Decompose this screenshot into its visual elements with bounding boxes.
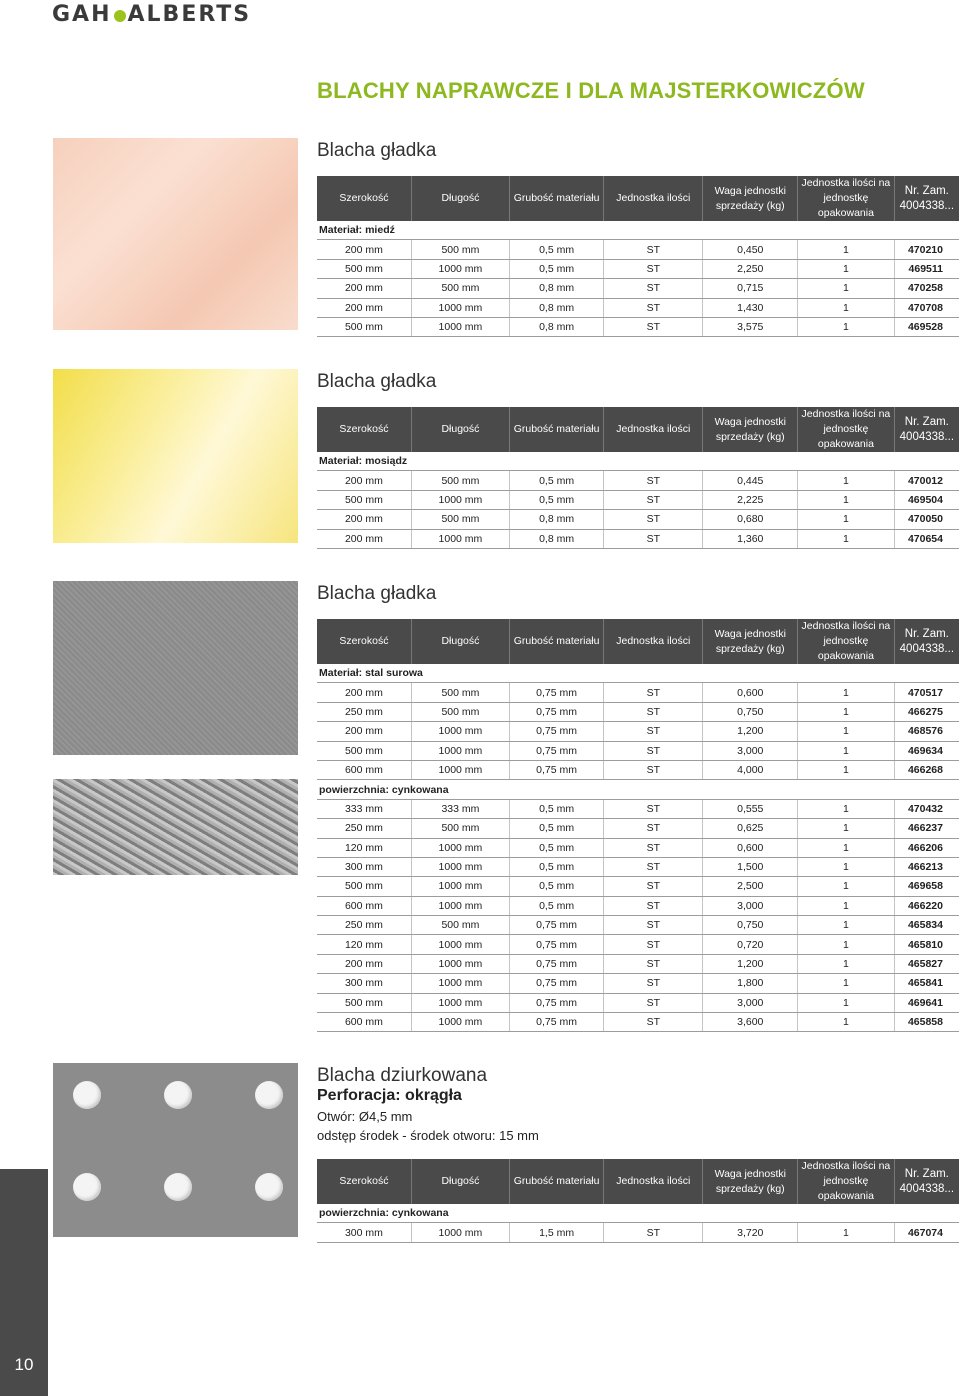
table-row [317, 877, 959, 896]
brand-dot-icon [114, 10, 126, 22]
table-cell: 200 mm [317, 240, 411, 259]
table-row [317, 935, 959, 954]
table-cell: 0,715 [703, 279, 798, 298]
table-cell: 500 mm [411, 702, 509, 721]
column-header: Jednostka ilości [604, 1159, 703, 1204]
hole-size: Otwór: Ø4,5 mm [317, 1109, 413, 1124]
column-header: Waga jednostki sprzedaży (kg) [703, 176, 798, 221]
table-cell: ST [604, 896, 703, 915]
table-row [317, 510, 959, 529]
table-cell: 0,445 [703, 471, 798, 490]
table-cell: 1 [798, 838, 895, 857]
table-cell: 2,250 [703, 259, 798, 278]
table-cell: 600 mm [317, 760, 411, 779]
table-cell: 300 mm [317, 974, 411, 993]
order-number-cell: 468576 [894, 722, 959, 741]
column-header: Szerokość [317, 176, 411, 221]
table-cell: 500 mm [411, 819, 509, 838]
table-cell: 1000 mm [411, 974, 509, 993]
table-cell: 0,8 mm [509, 298, 603, 317]
table-row [317, 838, 959, 857]
column-header: Grubość materiału [509, 1159, 603, 1204]
material-group-label: powierzchnia: cynkowana [317, 780, 959, 799]
table-row [317, 741, 959, 760]
table-cell: 1,360 [703, 529, 798, 548]
table-cell: 1000 mm [411, 741, 509, 760]
order-number-cell: 469504 [894, 490, 959, 509]
column-header: Jednostka ilości na jednostkę opakowania [798, 407, 895, 452]
copper-sheet-image [53, 138, 298, 330]
table-cell: ST [604, 819, 703, 838]
table-cell: 1 [798, 819, 895, 838]
table-cell: ST [604, 722, 703, 741]
table-cell: 200 mm [317, 471, 411, 490]
order-number-cell: 466237 [894, 819, 959, 838]
table-cell: 1000 mm [411, 529, 509, 548]
table-cell: 1000 mm [411, 896, 509, 915]
table-cell: 1,800 [703, 974, 798, 993]
table-cell: 1,500 [703, 857, 798, 876]
table-cell: 0,450 [703, 240, 798, 259]
table-cell: 0,5 mm [509, 857, 603, 876]
table-row [317, 1223, 959, 1242]
table-cell: 0,5 mm [509, 838, 603, 857]
column-header: Grubość materiału [509, 619, 603, 664]
table-cell: 0,75 mm [509, 722, 603, 741]
table-cell: 1 [798, 240, 895, 259]
table-cell: 1 [798, 799, 895, 818]
table-cell: 1 [798, 1013, 895, 1032]
table-cell: 0,75 mm [509, 993, 603, 1012]
order-number-cell: 465827 [894, 954, 959, 973]
table-row [317, 993, 959, 1012]
table-cell: 0,8 mm [509, 510, 603, 529]
table-cell: ST [604, 317, 703, 336]
table-cell: 0,600 [703, 683, 798, 702]
table-cell: 0,600 [703, 838, 798, 857]
table-row [317, 857, 959, 876]
table-cell: ST [604, 741, 703, 760]
table-row [317, 529, 959, 548]
table-cell: 500 mm [411, 279, 509, 298]
order-number-cell: 466220 [894, 896, 959, 915]
order-number-cell: 470050 [894, 510, 959, 529]
table-cell: 1000 mm [411, 760, 509, 779]
table-cell: 0,5 mm [509, 819, 603, 838]
column-header: Szerokość [317, 407, 411, 452]
order-number-cell: 466213 [894, 857, 959, 876]
table-cell: ST [604, 240, 703, 259]
section-title: Blacha gładka [317, 371, 437, 392]
table-cell: 1 [798, 916, 895, 935]
table-cell: 1000 mm [411, 857, 509, 876]
table-cell: 500 mm [317, 259, 411, 278]
order-number-cell: 466275 [894, 702, 959, 721]
table-cell: 0,5 mm [509, 259, 603, 278]
table-cell: ST [604, 259, 703, 278]
table-cell: ST [604, 799, 703, 818]
order-number-cell: 470708 [894, 298, 959, 317]
table-cell: 500 mm [411, 916, 509, 935]
table-cell: 1 [798, 490, 895, 509]
table-cell: 1 [798, 529, 895, 548]
table-cell: 200 mm [317, 510, 411, 529]
table-cell: 1000 mm [411, 490, 509, 509]
column-header: Jednostka ilości na jednostkę opakowania [798, 619, 895, 664]
table-cell: 1 [798, 683, 895, 702]
column-header: Waga jednostki sprzedaży (kg) [703, 619, 798, 664]
brass-sheet-image [53, 369, 298, 543]
column-header: Nr. Zam. 4004338... [894, 176, 959, 221]
table-cell: 0,5 mm [509, 240, 603, 259]
table-cell: ST [604, 279, 703, 298]
table-cell: 3,600 [703, 1013, 798, 1032]
table-cell: ST [604, 1013, 703, 1032]
table-cell: 0,75 mm [509, 683, 603, 702]
table-cell: 500 mm [411, 510, 509, 529]
table-cell: 1 [798, 702, 895, 721]
table-cell: 500 mm [317, 877, 411, 896]
table-cell: 0,720 [703, 935, 798, 954]
order-number-cell: 465841 [894, 974, 959, 993]
table-cell: 1 [798, 974, 895, 993]
table-cell: 250 mm [317, 819, 411, 838]
column-header: Szerokość [317, 1159, 411, 1204]
table-cell: 500 mm [317, 317, 411, 336]
table-cell: 0,8 mm [509, 317, 603, 336]
hole-icon [73, 1081, 101, 1109]
table-cell: 1000 mm [411, 954, 509, 973]
table-cell: 3,000 [703, 741, 798, 760]
galvanized-sheet-image [53, 779, 298, 875]
table-cell: 1 [798, 317, 895, 336]
table-cell: 300 mm [317, 857, 411, 876]
table-cell: 0,75 mm [509, 1013, 603, 1032]
table-cell: 200 mm [317, 722, 411, 741]
table-row [317, 702, 959, 721]
table-row [317, 317, 959, 336]
table-cell: ST [604, 974, 703, 993]
table-cell: 0,75 mm [509, 916, 603, 935]
table-cell: ST [604, 760, 703, 779]
table-cell: ST [604, 510, 703, 529]
material-group-label: Materiał: miedź [317, 221, 959, 240]
order-number-cell: 470258 [894, 279, 959, 298]
table-cell: 2,225 [703, 490, 798, 509]
table-cell: ST [604, 529, 703, 548]
table-cell: 1000 mm [411, 993, 509, 1012]
table-cell: 0,75 mm [509, 954, 603, 973]
section-title: Blacha gładka [317, 140, 437, 161]
material-group-label: powierzchnia: cynkowana [317, 1204, 959, 1223]
table-row [317, 916, 959, 935]
table-cell: 0,75 mm [509, 935, 603, 954]
table-cell: 500 mm [411, 240, 509, 259]
table-cell: 0,75 mm [509, 702, 603, 721]
table-cell: 1000 mm [411, 317, 509, 336]
order-number-cell: 469641 [894, 993, 959, 1012]
column-header: Waga jednostki sprzedaży (kg) [703, 1159, 798, 1204]
table-row [317, 896, 959, 915]
table-cell: 2,500 [703, 877, 798, 896]
order-number-cell: 466268 [894, 760, 959, 779]
brand-logo [52, 3, 266, 27]
table-cell: 0,555 [703, 799, 798, 818]
table-cell: 1000 mm [411, 298, 509, 317]
column-header: Jednostka ilości [604, 176, 703, 221]
table-cell: 1 [798, 510, 895, 529]
table-cell: 0,625 [703, 819, 798, 838]
table-cell: 0,75 mm [509, 974, 603, 993]
table-cell: ST [604, 702, 703, 721]
order-number-cell: 469634 [894, 741, 959, 760]
table-row [317, 974, 959, 993]
column-header: Nr. Zam. 4004338... [894, 1159, 959, 1204]
order-number-cell: 465810 [894, 935, 959, 954]
table-cell: 500 mm [317, 490, 411, 509]
column-header: Grubość materiału [509, 407, 603, 452]
perforated-sheet-image [53, 1063, 298, 1237]
table-cell: 0,8 mm [509, 529, 603, 548]
table-cell: 4,000 [703, 760, 798, 779]
column-header: Długość [411, 407, 509, 452]
table-cell: 500 mm [411, 683, 509, 702]
hole-icon [164, 1081, 192, 1109]
column-header: Długość [411, 176, 509, 221]
column-header: Nr. Zam. 4004338... [894, 619, 959, 664]
table-cell: 200 mm [317, 298, 411, 317]
order-number-cell: 470210 [894, 240, 959, 259]
brand-left: GAH [52, 2, 112, 27]
order-number-cell: 467074 [894, 1223, 959, 1242]
table-cell: ST [604, 993, 703, 1012]
perforation-type: Perforacja: okrągła [317, 1087, 462, 1104]
order-number-cell: 469658 [894, 877, 959, 896]
table-cell: 1000 mm [411, 722, 509, 741]
order-number-cell: 465858 [894, 1013, 959, 1032]
order-number-cell: 470012 [894, 471, 959, 490]
table-row [317, 1013, 959, 1032]
table-cell: 1 [798, 857, 895, 876]
table-row [317, 490, 959, 509]
hole-icon [164, 1173, 192, 1201]
table-cell: ST [604, 935, 703, 954]
table-cell: 0,5 mm [509, 799, 603, 818]
table-cell: 333 mm [317, 799, 411, 818]
material-group-label: Materiał: stal surowa [317, 664, 959, 683]
table-cell: 1000 mm [411, 935, 509, 954]
table-cell: 200 mm [317, 954, 411, 973]
order-number-cell: 469511 [894, 259, 959, 278]
table-cell: 3,720 [703, 1223, 798, 1242]
table-cell: 1 [798, 471, 895, 490]
table-cell: 200 mm [317, 279, 411, 298]
table-cell: ST [604, 857, 703, 876]
table-cell: 0,8 mm [509, 279, 603, 298]
order-number-cell: 470517 [894, 683, 959, 702]
table-row [317, 819, 959, 838]
table-cell: 1 [798, 259, 895, 278]
table-row [317, 279, 959, 298]
table-cell: 3,000 [703, 993, 798, 1012]
table-cell: ST [604, 683, 703, 702]
order-number-cell: 466206 [894, 838, 959, 857]
table-cell: 500 mm [317, 993, 411, 1012]
order-number-cell: 470432 [894, 799, 959, 818]
table-cell: 250 mm [317, 916, 411, 935]
table-cell: 1,430 [703, 298, 798, 317]
table-cell: 0,5 mm [509, 896, 603, 915]
table-cell: 1 [798, 722, 895, 741]
column-header: Jednostka ilości na jednostkę opakowania [798, 1159, 895, 1204]
page-title: BLACHY NAPRAWCZE I DLA MAJSTERKOWICZÓW [317, 78, 865, 103]
table-cell: 1 [798, 877, 895, 896]
table-cell: 1 [798, 896, 895, 915]
raw-steel-sheet-image [53, 581, 298, 755]
table-cell: ST [604, 471, 703, 490]
section-title: Blacha dziurkowana [317, 1065, 488, 1086]
table-cell: 1,200 [703, 954, 798, 973]
column-header: Jednostka ilości [604, 407, 703, 452]
table-cell: 3,575 [703, 317, 798, 336]
table-cell: 1 [798, 1223, 895, 1242]
hole-spacing: odstęp środek - środek otworu: 15 mm [317, 1128, 539, 1143]
table-row [317, 471, 959, 490]
spec-table-copper [317, 176, 959, 337]
table-cell: ST [604, 298, 703, 317]
table-row [317, 259, 959, 278]
material-group-label: Materiał: mosiądz [317, 452, 959, 471]
table-cell: ST [604, 916, 703, 935]
spec-table-steel [317, 619, 959, 1032]
column-header: Jednostka ilości [604, 619, 703, 664]
table-cell: ST [604, 954, 703, 973]
table-cell: 1 [798, 935, 895, 954]
table-cell: 1 [798, 993, 895, 1012]
table-cell: 0,680 [703, 510, 798, 529]
column-header: Szerokość [317, 619, 411, 664]
column-header: Nr. Zam. 4004338... [894, 407, 959, 452]
table-cell: 1,200 [703, 722, 798, 741]
table-cell: 200 mm [317, 683, 411, 702]
table-cell: ST [604, 1223, 703, 1242]
table-cell: 1 [798, 741, 895, 760]
table-cell: 0,5 mm [509, 471, 603, 490]
table-cell: 3,000 [703, 896, 798, 915]
table-cell: 0,750 [703, 702, 798, 721]
table-cell: 1,5 mm [509, 1223, 603, 1242]
table-cell: ST [604, 490, 703, 509]
table-cell: 0,750 [703, 916, 798, 935]
table-cell: 200 mm [317, 529, 411, 548]
page-number: 10 [14, 1355, 34, 1374]
table-cell: 120 mm [317, 838, 411, 857]
hole-icon [255, 1081, 283, 1109]
brand-right: ALBERTS [127, 2, 252, 27]
spec-table-brass [317, 407, 959, 549]
table-cell: 0,75 mm [509, 760, 603, 779]
table-cell: 1000 mm [411, 1013, 509, 1032]
table-cell: 1 [798, 298, 895, 317]
order-number-cell: 465834 [894, 916, 959, 935]
table-cell: 1000 mm [411, 1223, 509, 1242]
column-header: Waga jednostki sprzedaży (kg) [703, 407, 798, 452]
table-row [317, 954, 959, 973]
table-row [317, 722, 959, 741]
section-title: Blacha gładka [317, 583, 437, 604]
table-row [317, 240, 959, 259]
hole-icon [255, 1173, 283, 1201]
order-number-cell: 470654 [894, 529, 959, 548]
column-header: Jednostka ilości na jednostkę opakowania [798, 176, 895, 221]
table-cell: 0,5 mm [509, 877, 603, 896]
order-number-cell: 469528 [894, 317, 959, 336]
hole-icon [73, 1173, 101, 1201]
spec-table-perforated [317, 1159, 959, 1243]
table-cell: 500 mm [317, 741, 411, 760]
table-cell: 300 mm [317, 1223, 411, 1242]
table-cell: 333 mm [411, 799, 509, 818]
table-cell: 250 mm [317, 702, 411, 721]
table-cell: 1 [798, 279, 895, 298]
column-header: Grubość materiału [509, 176, 603, 221]
table-cell: 1000 mm [411, 838, 509, 857]
table-cell: ST [604, 838, 703, 857]
table-cell: 500 mm [411, 471, 509, 490]
table-cell: 600 mm [317, 896, 411, 915]
table-cell: ST [604, 877, 703, 896]
table-cell: 120 mm [317, 935, 411, 954]
column-header: Długość [411, 1159, 509, 1204]
table-cell: 1 [798, 954, 895, 973]
table-row [317, 799, 959, 818]
table-cell: 0,5 mm [509, 490, 603, 509]
table-row [317, 683, 959, 702]
table-cell: 0,75 mm [509, 741, 603, 760]
column-header: Długość [411, 619, 509, 664]
table-cell: 1000 mm [411, 259, 509, 278]
table-cell: 600 mm [317, 1013, 411, 1032]
table-cell: 1000 mm [411, 877, 509, 896]
table-row [317, 298, 959, 317]
table-cell: 1 [798, 760, 895, 779]
table-row [317, 760, 959, 779]
